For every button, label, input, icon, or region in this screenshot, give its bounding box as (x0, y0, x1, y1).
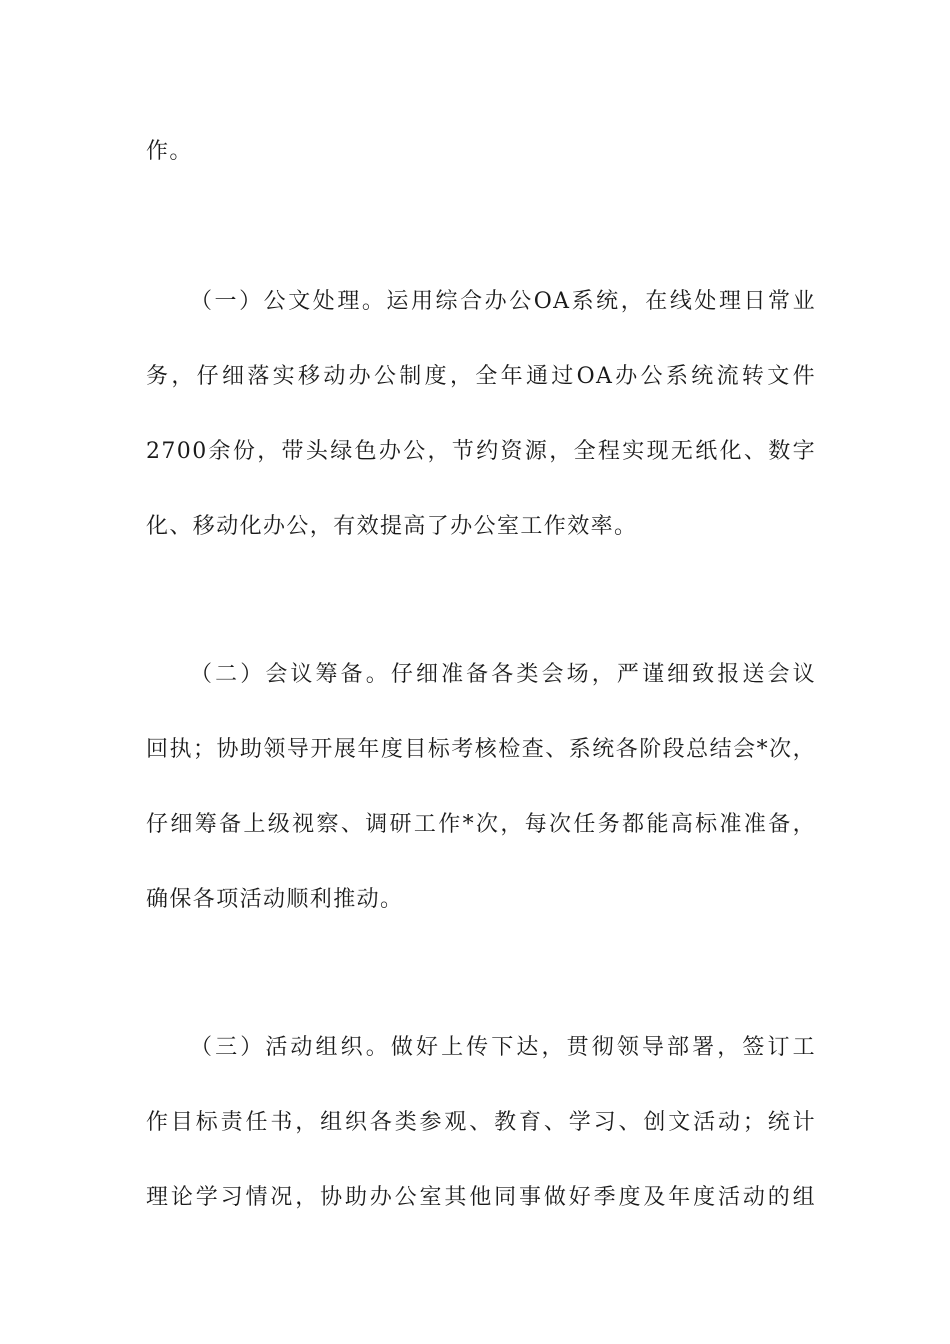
paragraph-line: 确保各项活动顺利推动。 (146, 887, 404, 912)
paragraph-line: 作。 (146, 139, 193, 164)
paragraph-line: 回执；协助领导开展年度目标考核检查、系统各阶段总结会*次， (146, 737, 816, 762)
paragraph-line: 作目标责任书，组织各类参观、教育、学习、创文活动；统计 (146, 1110, 816, 1135)
paragraph-line: （三）活动组织。做好上传下达，贯彻领导部署，签订工 (190, 1035, 816, 1060)
paragraph-line: 2700余份，带头绿色办公，节约资源，全程实现无纸化、数字 (146, 439, 816, 464)
paragraph-line: 务，仔细落实移动办公制度，全年通过OA办公系统流转文件 (146, 364, 816, 389)
paragraph-line: 化、移动化办公，有效提高了办公室工作效率。 (146, 514, 638, 539)
paragraph-line: 仔细筹备上级视察、调研工作*次，每次任务都能高标准准备， (146, 812, 816, 837)
paragraph-line: （二）会议筹备。仔细准备各类会场，严谨细致报送会议 (190, 662, 816, 687)
paragraph-line: 理论学习情况，协助办公室其他同事做好季度及年度活动的组 (146, 1185, 816, 1210)
paragraph-line: （一）公文处理。运用综合办公OA系统，在线处理日常业 (190, 289, 816, 314)
